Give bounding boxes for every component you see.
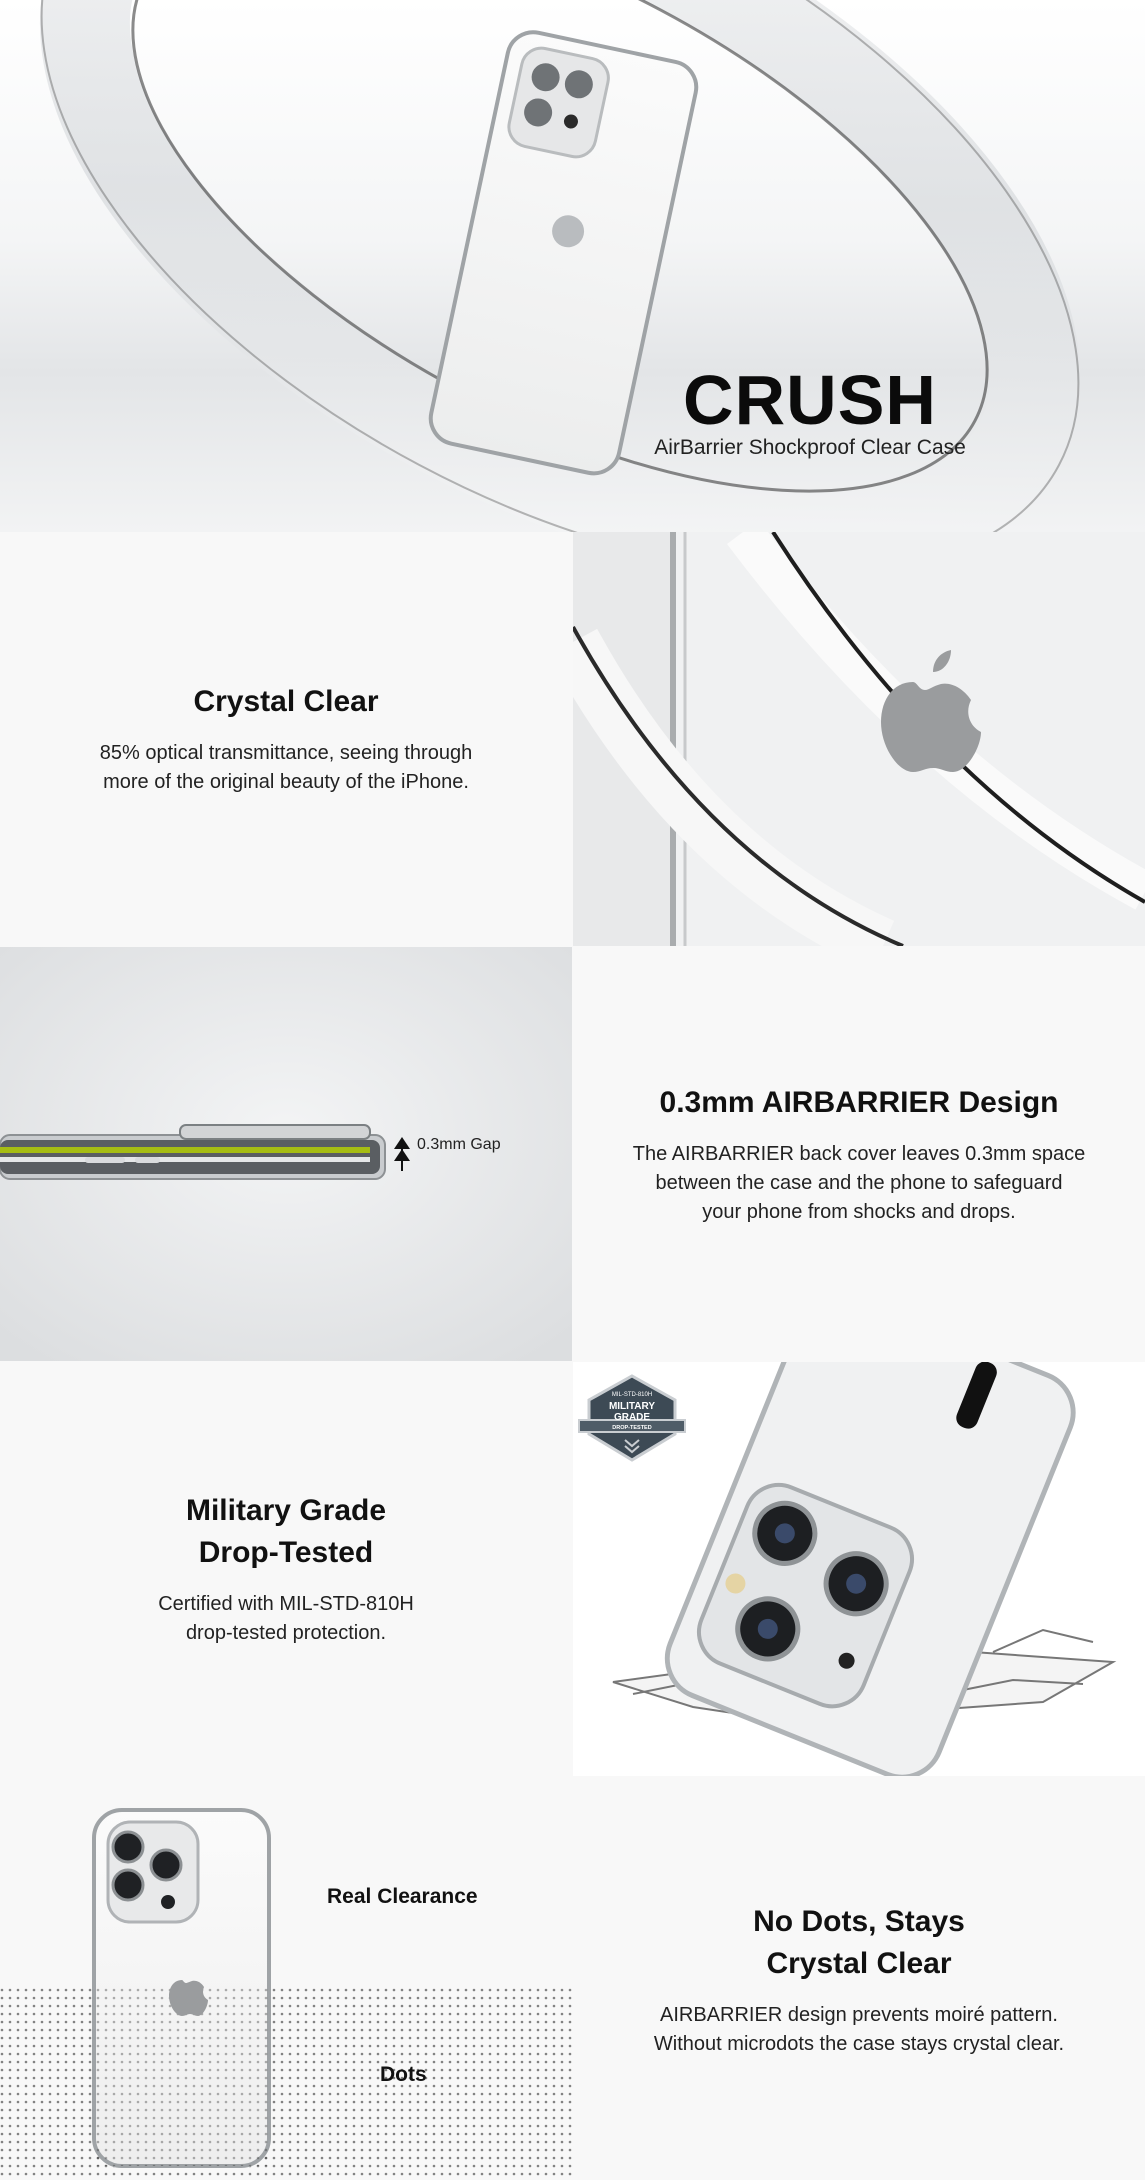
real-clearance-label: Real Clearance [327, 1885, 478, 1908]
military-heading-line2: Drop-Tested [198, 1536, 374, 1569]
dots-label: Dots [380, 2063, 427, 2086]
airbarrier-line1: The AIRBARRIER back cover leaves 0.3mm space [632, 1142, 1086, 1165]
crystal-clear-section [0, 532, 572, 946]
military-line1: Certified with MIL-STD-810H [158, 1593, 414, 1615]
svg-text:MILITARY: MILITARY [608, 1401, 656, 1412]
hero-subtitle: AirBarrier Shockproof Clear Case [654, 436, 966, 459]
no-dots-heading-line1: No Dots, Stays [753, 1905, 965, 1938]
crystal-clear-text [100, 739, 472, 797]
military-line2: drop-tested protection. [185, 1622, 387, 1644]
airbarrier-line3: your phone from shocks and drops. [702, 1200, 1016, 1223]
drop-test-image [573, 1362, 1145, 1776]
airbarrier-text [633, 1140, 1085, 1227]
military-grade-section [0, 1362, 572, 1776]
no-dots-line1: AIRBARRIER design prevents moiré pattern. [660, 2004, 1058, 2026]
crystal-clear-closeup-image [573, 532, 1145, 946]
crystal-clear-line1: 85% optical transmittance, seeing through [99, 742, 473, 764]
svg-text:MIL-STD-810H: MIL-STD-810H [611, 1392, 653, 1398]
apple-logo-icon [169, 1980, 208, 2016]
military-heading-line1: Military Grade [185, 1494, 387, 1527]
dots-comparison-image [0, 1780, 572, 2180]
no-dots-line2: Without microdots the case stays crystal clear. [653, 2033, 1065, 2055]
gap-label: 0.3mm Gap [417, 1136, 501, 1153]
airbarrier-line2: between the case and the phone to safeguard [655, 1171, 1063, 1194]
airbarrier-side-image [0, 947, 572, 1361]
crystal-clear-line2: more of the original beauty of the iPhone. [103, 771, 469, 793]
crystal-clear-heading: Crystal Clear [193, 685, 379, 718]
no-dots-text [654, 2001, 1064, 2059]
no-dots-heading [753, 1901, 965, 1985]
airbarrier-heading: 0.3mm AIRBARRIER Design [659, 1085, 1059, 1119]
military-text [158, 1590, 414, 1648]
svg-text:GRADE: GRADE [613, 1412, 651, 1423]
hero-title: CRUSH [683, 361, 937, 439]
hero-banner [0, 0, 1145, 532]
svg-text:DROP-TESTED: DROP-TESTED [612, 1425, 652, 1431]
no-dots-heading-line2: Crystal Clear [766, 1947, 952, 1980]
military-heading [186, 1490, 386, 1574]
no-dots-section [573, 1780, 1145, 2180]
airbarrier-section [573, 947, 1145, 1361]
